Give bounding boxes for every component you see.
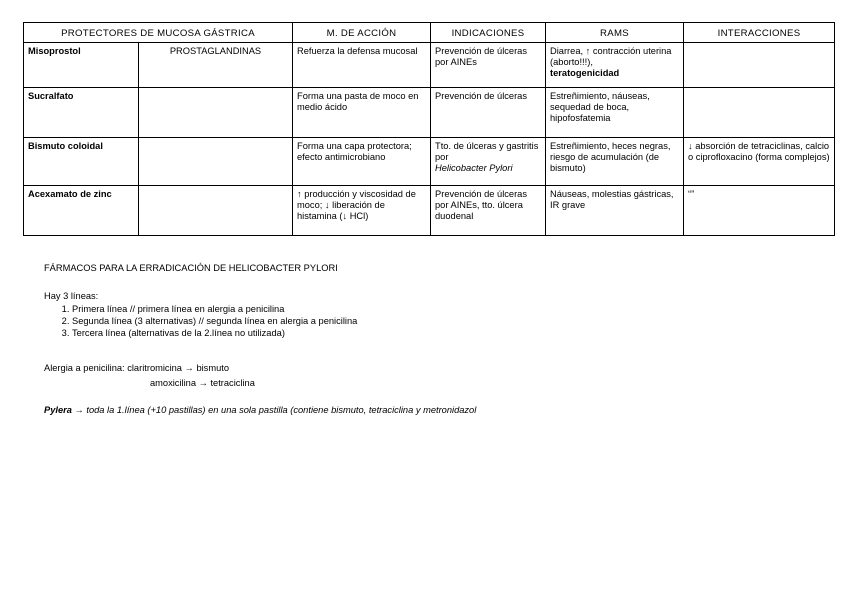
table-row — [24, 88, 835, 138]
interactions-cell — [684, 88, 835, 138]
table-row — [24, 43, 835, 88]
indications-text: Tto. de úlceras y gastritis por — [435, 141, 539, 162]
intro-text: Hay 3 líneas: — [44, 291, 99, 301]
allergy-option-1: claritromicina → bismuto — [127, 363, 229, 373]
table-row — [24, 138, 835, 186]
drug-name: Acexamato de zinc — [24, 186, 139, 236]
pylera-note — [44, 405, 476, 415]
table-row — [24, 186, 835, 236]
pylera-name: Pylera — [44, 405, 72, 415]
drug-name: Bismuto coloidal — [24, 138, 139, 186]
interactions-cell: “” — [684, 186, 835, 236]
mechanism-cell: Forma una capa protectora; efecto antimicrobiano — [293, 138, 431, 186]
list-item: 1. Primera línea // primera línea en alergia a penicilina — [72, 303, 357, 315]
rams-text: Diarrea, ↑ contracción uterina (aborto!!!), — [550, 46, 672, 67]
rams-cell: Estreñimiento, heces negras, riesgo de acumulación (de bismuto) — [546, 138, 684, 186]
rams-bold-text: teratogenicidad — [550, 68, 620, 78]
interactions-cell — [684, 43, 835, 88]
allergy-label: Alergia a penicilina: — [44, 363, 125, 373]
treatment-lines-list — [44, 303, 357, 339]
indications-cell: Prevención de úlceras por AINEs, tto. úlcera duodenal — [431, 186, 546, 236]
header-rams: RAMS — [546, 23, 684, 43]
indications-cell: Prevención de úlceras por AINEs — [431, 43, 546, 88]
mucosa-protectors-table — [23, 22, 835, 236]
rams-cell — [546, 43, 684, 88]
mechanism-cell: Refuerza la defensa mucosal — [293, 43, 431, 88]
mechanism-cell: Forma una pasta de moco en medio ácido — [293, 88, 431, 138]
allergy-line-1 — [44, 362, 229, 374]
header-interacciones: INTERACCIONES — [684, 23, 835, 43]
drug-name: Sucralfato — [24, 88, 139, 138]
allergy-option-2: amoxicilina → tetraciclina — [150, 378, 255, 388]
pylera-text: → toda la 1.línea (+10 pastillas) en una sola pastilla (contiene bismuto, tetraciclina y metronidazol — [71, 405, 477, 415]
table-header-row — [24, 23, 835, 43]
drug-class — [139, 186, 293, 236]
drug-name: Misoprostol — [24, 43, 139, 88]
mechanism-cell: ↑ producción y viscosidad de moco; ↓ liberación de histamina (↓ HCl) — [293, 186, 431, 236]
header-mecanismo: M. DE ACCIÓN — [293, 23, 431, 43]
header-indicaciones: INDICACIONES — [431, 23, 546, 43]
list-item: 3. Tercera línea (alternativas de la 2.línea no utilizada) — [72, 327, 357, 339]
indications-cell: Prevención de úlceras — [431, 88, 546, 138]
interactions-cell: ↓ absorción de tetraciclinas, calcio o ciprofloxacino (forma complejos) — [684, 138, 835, 186]
section-title: FÁRMACOS PARA LA ERRADICACIÓN DE HELICOBACTER PYLORI — [44, 263, 338, 273]
drug-class: PROSTAGLANDINAS — [139, 43, 293, 88]
indications-italic-text: Helicobacter Pylori — [435, 163, 513, 173]
drug-class — [139, 138, 293, 186]
drug-class — [139, 88, 293, 138]
indications-cell — [431, 138, 546, 186]
list-item: 2. Segunda línea (3 alternativas) // segunda línea en alergia a penicilina — [72, 315, 357, 327]
rams-cell: Estreñimiento, náuseas, sequedad de boca, hipofosfatemia — [546, 88, 684, 138]
header-protectores: PROTECTORES DE MUCOSA GÁSTRICA — [24, 23, 293, 43]
rams-cell: Náuseas, molestias gástricas, IR grave — [546, 186, 684, 236]
